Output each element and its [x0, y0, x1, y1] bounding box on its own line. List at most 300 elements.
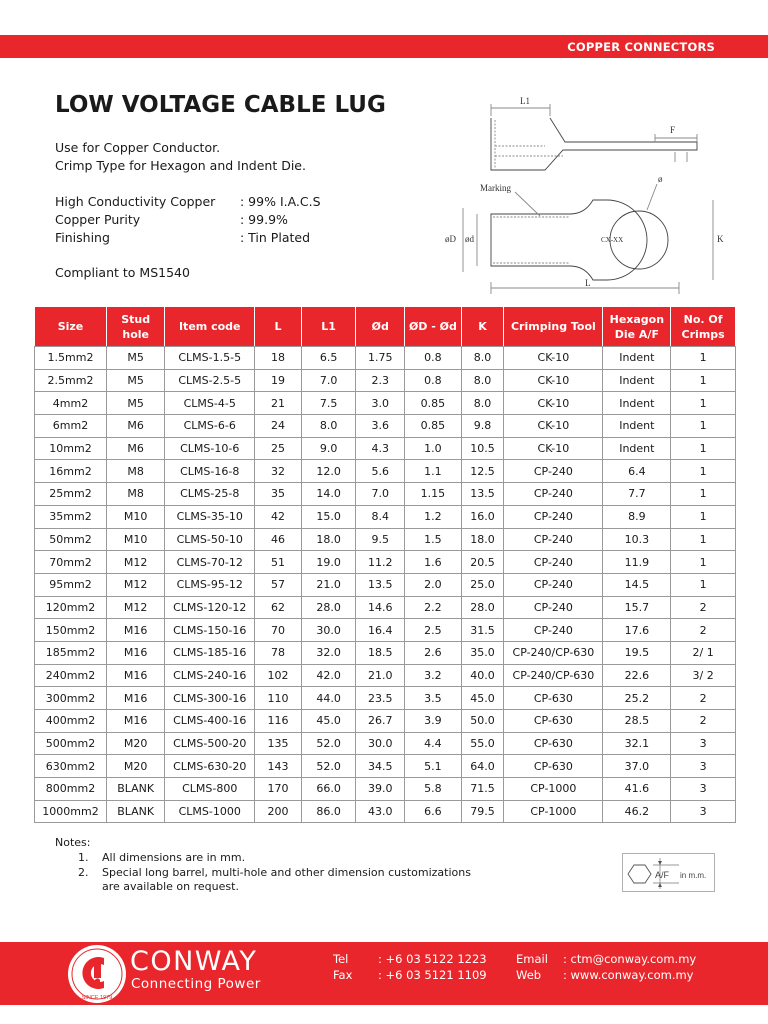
l-cell: 25	[255, 437, 302, 460]
tel-label: Tel	[333, 952, 349, 966]
table-row	[35, 505, 736, 528]
d-cell: 8.4	[356, 505, 405, 528]
size-cell: 1.5mm2	[35, 347, 107, 370]
unit-label: in m.m.	[680, 871, 707, 880]
table-row	[35, 755, 736, 778]
l1-cell: 19.0	[302, 551, 356, 574]
footer-band	[0, 942, 768, 1005]
k-cell: 55.0	[461, 732, 504, 755]
spec-label: Copper Purity	[55, 212, 141, 227]
stud-hole-cell: M10	[106, 528, 164, 551]
k-cell: 13.5	[461, 483, 504, 506]
k-cell: 8.0	[461, 369, 504, 392]
l1-cell: 44.0	[302, 687, 356, 710]
spec-label: Finishing	[55, 230, 110, 245]
d-cell: 5.6	[356, 460, 405, 483]
dd-cell: 0.85	[405, 415, 461, 438]
crimps-cell: 2	[671, 596, 736, 619]
col-l1-header: L1	[302, 307, 356, 347]
d-cell: 39.0	[356, 778, 405, 801]
d-cell: 34.5	[356, 755, 405, 778]
note-text: All dimensions are in mm.	[102, 851, 246, 864]
item-code-cell: CLMS-16-8	[165, 460, 255, 483]
dd-cell: 0.8	[405, 347, 461, 370]
l1-cell: 9.0	[302, 437, 356, 460]
dd-cell: 5.8	[405, 778, 461, 801]
note-number: 2.	[78, 866, 89, 879]
table-row	[35, 369, 736, 392]
l-cell: 42	[255, 505, 302, 528]
size-cell: 70mm2	[35, 551, 107, 574]
col-d-header: Ød	[356, 307, 405, 347]
dd-cell: 1.6	[405, 551, 461, 574]
stud-hole-cell: M8	[106, 483, 164, 506]
l-cell: 78	[255, 641, 302, 664]
d-cell: 11.2	[356, 551, 405, 574]
crimping-tool-cell: CP-240/CP-630	[504, 664, 603, 687]
stud-hole-cell: BLANK	[106, 778, 164, 801]
l-cell: 110	[255, 687, 302, 710]
hex-die-cell: Indent	[603, 415, 671, 438]
table-row	[35, 551, 736, 574]
fax-value: : +6 03 5121 1109	[378, 968, 487, 982]
k-cell: 50.0	[461, 710, 504, 733]
hex-die-cell: 11.9	[603, 551, 671, 574]
item-code-cell: CLMS-50-10	[165, 528, 255, 551]
d-cell: 43.0	[356, 800, 405, 823]
crimping-tool-cell: CP-240	[504, 483, 603, 506]
k-cell: 9.8	[461, 415, 504, 438]
crimping-tool-cell: CP-240/CP-630	[504, 641, 603, 664]
d-cell: 9.5	[356, 528, 405, 551]
crimping-tool-cell: CP-1000	[504, 778, 603, 801]
l1-cell: 45.0	[302, 710, 356, 733]
size-cell: 16mm2	[35, 460, 107, 483]
l-cell: 46	[255, 528, 302, 551]
item-code-cell: CLMS-185-16	[165, 641, 255, 664]
size-cell: 500mm2	[35, 732, 107, 755]
d-cell: 30.0	[356, 732, 405, 755]
crimps-cell: 3	[671, 755, 736, 778]
crimps-cell: 2	[671, 619, 736, 642]
dd-cell: 3.5	[405, 687, 461, 710]
web-label: Web	[516, 968, 542, 982]
item-code-cell: CLMS-630-20	[165, 755, 255, 778]
hex-die-cell: 32.1	[603, 732, 671, 755]
crimping-tool-cell: CK-10	[504, 392, 603, 415]
table-row	[35, 619, 736, 642]
table-row	[35, 710, 736, 733]
col-stud-header: Stud hole	[106, 307, 164, 347]
label-k: K	[717, 234, 724, 244]
dd-cell: 3.2	[405, 664, 461, 687]
stud-hole-cell: M12	[106, 573, 164, 596]
hex-die-cell: 7.7	[603, 483, 671, 506]
crimping-tool-cell: CP-240	[504, 551, 603, 574]
size-cell: 35mm2	[35, 505, 107, 528]
crimps-cell: 3	[671, 800, 736, 823]
stud-hole-cell: M6	[106, 437, 164, 460]
col-item-header: Item code	[165, 307, 255, 347]
l1-cell: 52.0	[302, 755, 356, 778]
stud-hole-cell: M16	[106, 641, 164, 664]
item-code-cell: CLMS-150-16	[165, 619, 255, 642]
size-cell: 10mm2	[35, 437, 107, 460]
col-k-header: K	[461, 307, 504, 347]
l-cell: 18	[255, 347, 302, 370]
l-cell: 35	[255, 483, 302, 506]
crimping-tool-cell: CP-1000	[504, 800, 603, 823]
dd-cell: 1.1	[405, 460, 461, 483]
spec-label: High Conductivity Copper	[55, 194, 216, 209]
item-code-cell: CLMS-500-20	[165, 732, 255, 755]
label-phi-small-d: ød	[465, 234, 474, 244]
spec-value: : 99% I.A.C.S	[240, 194, 321, 209]
size-cell: 6mm2	[35, 415, 107, 438]
l1-cell: 21.0	[302, 573, 356, 596]
crimping-tool-cell: CK-10	[504, 415, 603, 438]
k-cell: 10.5	[461, 437, 504, 460]
hexagon-icon	[623, 854, 716, 893]
hex-die-cell: Indent	[603, 392, 671, 415]
k-cell: 8.0	[461, 392, 504, 415]
size-cell: 120mm2	[35, 596, 107, 619]
item-code-cell: CLMS-4-5	[165, 392, 255, 415]
dd-cell: 2.5	[405, 619, 461, 642]
stud-hole-cell: M5	[106, 392, 164, 415]
item-code-cell: CLMS-300-16	[165, 687, 255, 710]
spec-value: : Tin Plated	[240, 230, 311, 245]
crimping-tool-cell: CP-240	[504, 505, 603, 528]
dd-cell: 1.15	[405, 483, 461, 506]
description-line-2: Crimp Type for Hexagon and Indent Die.	[55, 158, 306, 173]
table-row	[35, 687, 736, 710]
size-cell: 800mm2	[35, 778, 107, 801]
crimps-cell: 1	[671, 505, 736, 528]
table-row	[35, 415, 736, 438]
k-cell: 40.0	[461, 664, 504, 687]
stud-hole-cell: M5	[106, 369, 164, 392]
table-row	[35, 800, 736, 823]
size-cell: 2.5mm2	[35, 369, 107, 392]
k-cell: 8.0	[461, 347, 504, 370]
notes-title: Notes:	[55, 836, 91, 849]
l1-cell: 52.0	[302, 732, 356, 755]
spec-value: : 99.9%	[240, 212, 288, 227]
size-cell: 300mm2	[35, 687, 107, 710]
l1-cell: 7.5	[302, 392, 356, 415]
crimping-tool-cell: CP-240	[504, 460, 603, 483]
k-cell: 20.5	[461, 551, 504, 574]
k-cell: 35.0	[461, 641, 504, 664]
table-row	[35, 641, 736, 664]
hex-die-cell: 14.5	[603, 573, 671, 596]
hex-die-cell: 46.2	[603, 800, 671, 823]
brand-tagline: Connecting Power	[131, 976, 261, 992]
k-cell: 64.0	[461, 755, 504, 778]
item-code-cell: CLMS-240-16	[165, 664, 255, 687]
l1-cell: 30.0	[302, 619, 356, 642]
k-cell: 31.5	[461, 619, 504, 642]
k-cell: 71.5	[461, 778, 504, 801]
l1-cell: 8.0	[302, 415, 356, 438]
k-cell: 16.0	[461, 505, 504, 528]
stud-hole-cell: M6	[106, 415, 164, 438]
table-row	[35, 778, 736, 801]
size-cell: 50mm2	[35, 528, 107, 551]
table-row	[35, 483, 736, 506]
label-phi: ø	[658, 174, 663, 184]
hex-die-cell: 17.6	[603, 619, 671, 642]
crimps-cell: 2/ 1	[671, 641, 736, 664]
stud-hole-cell: M12	[106, 596, 164, 619]
size-cell: 400mm2	[35, 710, 107, 733]
l-cell: 51	[255, 551, 302, 574]
stud-hole-cell: BLANK	[106, 800, 164, 823]
crimping-tool-cell: CK-10	[504, 347, 603, 370]
l-cell: 135	[255, 732, 302, 755]
l-cell: 57	[255, 573, 302, 596]
dd-cell: 1.2	[405, 505, 461, 528]
stud-hole-cell: M20	[106, 755, 164, 778]
crimping-tool-cell: CP-630	[504, 687, 603, 710]
header-band	[0, 35, 768, 58]
d-cell: 16.4	[356, 619, 405, 642]
item-code-cell: CLMS-1000	[165, 800, 255, 823]
size-cell: 240mm2	[35, 664, 107, 687]
item-code-cell: CLMS-400-16	[165, 710, 255, 733]
label-f: F	[670, 125, 676, 135]
crimping-tool-cell: CP-240	[504, 619, 603, 642]
dd-cell: 3.9	[405, 710, 461, 733]
crimps-cell: 3	[671, 778, 736, 801]
stud-hole-cell: M20	[106, 732, 164, 755]
col-l-header: L	[255, 307, 302, 347]
label-l: L	[585, 278, 591, 288]
hex-die-cell: Indent	[603, 347, 671, 370]
crimping-tool-cell: CP-630	[504, 755, 603, 778]
item-code-cell: CLMS-6-6	[165, 415, 255, 438]
table-header-row	[35, 307, 736, 347]
size-cell: 4mm2	[35, 392, 107, 415]
item-code-cell: CLMS-70-12	[165, 551, 255, 574]
logo-since-text: SINCE 1979	[81, 995, 113, 1001]
fax-label: Fax	[333, 968, 353, 982]
col-tool-header: Crimping Tool	[504, 307, 603, 347]
stud-hole-cell: M16	[106, 710, 164, 733]
hex-die-cell: Indent	[603, 437, 671, 460]
dd-cell: 0.85	[405, 392, 461, 415]
col-crimps-header: No. Of Crimps	[671, 307, 736, 347]
l1-cell: 86.0	[302, 800, 356, 823]
l-cell: 200	[255, 800, 302, 823]
table-row	[35, 596, 736, 619]
col-hex-header: Hexagon Die A/F	[603, 307, 671, 347]
crimping-tool-cell: CP-630	[504, 710, 603, 733]
l-cell: 32	[255, 460, 302, 483]
table-row	[35, 460, 736, 483]
l1-cell: 18.0	[302, 528, 356, 551]
stud-hole-cell: M16	[106, 664, 164, 687]
af-label: A/F	[655, 870, 670, 880]
d-cell: 1.75	[356, 347, 405, 370]
table-row	[35, 437, 736, 460]
stud-hole-cell: M5	[106, 347, 164, 370]
d-cell: 3.0	[356, 392, 405, 415]
hex-die-cell: 8.9	[603, 505, 671, 528]
stud-hole-cell: M10	[106, 505, 164, 528]
note-text: Special long barrel, multi-hole and other dimension customizations	[102, 866, 471, 879]
l-cell: 21	[255, 392, 302, 415]
dd-cell: 4.4	[405, 732, 461, 755]
hex-die-cell: Indent	[603, 369, 671, 392]
crimping-tool-cell: CP-240	[504, 573, 603, 596]
size-cell: 185mm2	[35, 641, 107, 664]
l1-cell: 66.0	[302, 778, 356, 801]
item-code-cell: CLMS-1.5-5	[165, 347, 255, 370]
l1-cell: 15.0	[302, 505, 356, 528]
item-code-cell: CLMS-10-6	[165, 437, 255, 460]
crimping-tool-cell: CK-10	[504, 369, 603, 392]
dd-cell: 1.0	[405, 437, 461, 460]
dd-cell: 5.1	[405, 755, 461, 778]
page-title: LOW VOLTAGE CABLE LUG	[55, 92, 386, 118]
size-cell: 150mm2	[35, 619, 107, 642]
company-logo-icon	[66, 943, 128, 1005]
dd-cell: 2.2	[405, 596, 461, 619]
drawing-labels	[445, 96, 724, 288]
crimping-tool-cell: CP-630	[504, 732, 603, 755]
k-cell: 28.0	[461, 596, 504, 619]
d-cell: 7.0	[356, 483, 405, 506]
k-cell: 12.5	[461, 460, 504, 483]
l1-cell: 14.0	[302, 483, 356, 506]
l1-cell: 12.0	[302, 460, 356, 483]
l-cell: 19	[255, 369, 302, 392]
size-cell: 25mm2	[35, 483, 107, 506]
email-link[interactable]: : ctm@conway.com.my	[563, 952, 697, 966]
d-cell: 4.3	[356, 437, 405, 460]
table-row	[35, 573, 736, 596]
item-code-cell: CLMS-120-12	[165, 596, 255, 619]
k-cell: 25.0	[461, 573, 504, 596]
crimps-cell: 1	[671, 437, 736, 460]
crimps-cell: 2	[671, 687, 736, 710]
hex-die-cell: 19.5	[603, 641, 671, 664]
d-cell: 23.5	[356, 687, 405, 710]
hex-die-cell: 25.2	[603, 687, 671, 710]
note-text-continued: are available on request.	[102, 880, 239, 893]
l1-cell: 28.0	[302, 596, 356, 619]
tel-value: : +6 03 5122 1223	[378, 952, 487, 966]
l-cell: 143	[255, 755, 302, 778]
dd-cell: 2.6	[405, 641, 461, 664]
crimps-cell: 2	[671, 710, 736, 733]
note-number: 1.	[78, 851, 89, 864]
hex-die-cell: 15.7	[603, 596, 671, 619]
k-cell: 18.0	[461, 528, 504, 551]
d-cell: 2.3	[356, 369, 405, 392]
cable-lug-drawing	[425, 90, 740, 300]
crimps-cell: 1	[671, 392, 736, 415]
crimps-cell: 3/ 2	[671, 664, 736, 687]
hex-die-cell: 37.0	[603, 755, 671, 778]
crimping-tool-cell: CP-240	[504, 528, 603, 551]
d-cell: 21.0	[356, 664, 405, 687]
hexagon-legend	[622, 853, 715, 892]
l-cell: 24	[255, 415, 302, 438]
dd-cell: 0.8	[405, 369, 461, 392]
hex-die-cell: 41.6	[603, 778, 671, 801]
crimping-tool-cell: CP-240	[504, 596, 603, 619]
item-code-cell: CLMS-800	[165, 778, 255, 801]
l1-cell: 32.0	[302, 641, 356, 664]
stud-hole-cell: M12	[106, 551, 164, 574]
crimps-cell: 1	[671, 528, 736, 551]
d-cell: 18.5	[356, 641, 405, 664]
crimps-cell: 1	[671, 369, 736, 392]
size-cell: 1000mm2	[35, 800, 107, 823]
stud-hole-cell: M16	[106, 687, 164, 710]
hex-die-cell: 22.6	[603, 664, 671, 687]
d-cell: 26.7	[356, 710, 405, 733]
dd-cell: 6.6	[405, 800, 461, 823]
hex-die-cell: 10.3	[603, 528, 671, 551]
l-cell: 62	[255, 596, 302, 619]
description-line-1: Use for Copper Conductor.	[55, 140, 221, 155]
k-cell: 45.0	[461, 687, 504, 710]
crimps-cell: 1	[671, 551, 736, 574]
crimps-cell: 1	[671, 573, 736, 596]
l1-cell: 42.0	[302, 664, 356, 687]
hex-die-cell: 6.4	[603, 460, 671, 483]
crimps-cell: 1	[671, 460, 736, 483]
crimps-cell: 1	[671, 347, 736, 370]
k-cell: 79.5	[461, 800, 504, 823]
stud-hole-cell: M16	[106, 619, 164, 642]
crimps-cell: 3	[671, 732, 736, 755]
brand-name: CONWAY	[130, 946, 258, 977]
web-link[interactable]: : www.conway.com.my	[563, 968, 694, 982]
l1-cell: 7.0	[302, 369, 356, 392]
l1-cell: 6.5	[302, 347, 356, 370]
col-size-header: Size	[35, 307, 107, 347]
dd-cell: 2.0	[405, 573, 461, 596]
label-marking: Marking	[480, 183, 511, 193]
hex-die-cell: 28.5	[603, 710, 671, 733]
category-label: COPPER CONNECTORS	[567, 40, 715, 54]
label-l1: L1	[520, 96, 530, 106]
stud-hole-cell: M8	[106, 460, 164, 483]
l-cell: 70	[255, 619, 302, 642]
d-cell: 14.6	[356, 596, 405, 619]
d-cell: 3.6	[356, 415, 405, 438]
item-code-cell: CLMS-95-12	[165, 573, 255, 596]
table-row	[35, 732, 736, 755]
product-table	[34, 306, 736, 823]
item-code-cell: CLMS-35-10	[165, 505, 255, 528]
label-code: CX-XX	[601, 236, 624, 244]
col-dd-header: ØD - Ød	[405, 307, 461, 347]
item-code-cell: CLMS-25-8	[165, 483, 255, 506]
crimping-tool-cell: CK-10	[504, 437, 603, 460]
item-code-cell: CLMS-2.5-5	[165, 369, 255, 392]
table-row	[35, 528, 736, 551]
l-cell: 170	[255, 778, 302, 801]
label-phi-big-d: øD	[445, 234, 456, 244]
crimps-cell: 1	[671, 415, 736, 438]
side-view	[491, 104, 697, 170]
